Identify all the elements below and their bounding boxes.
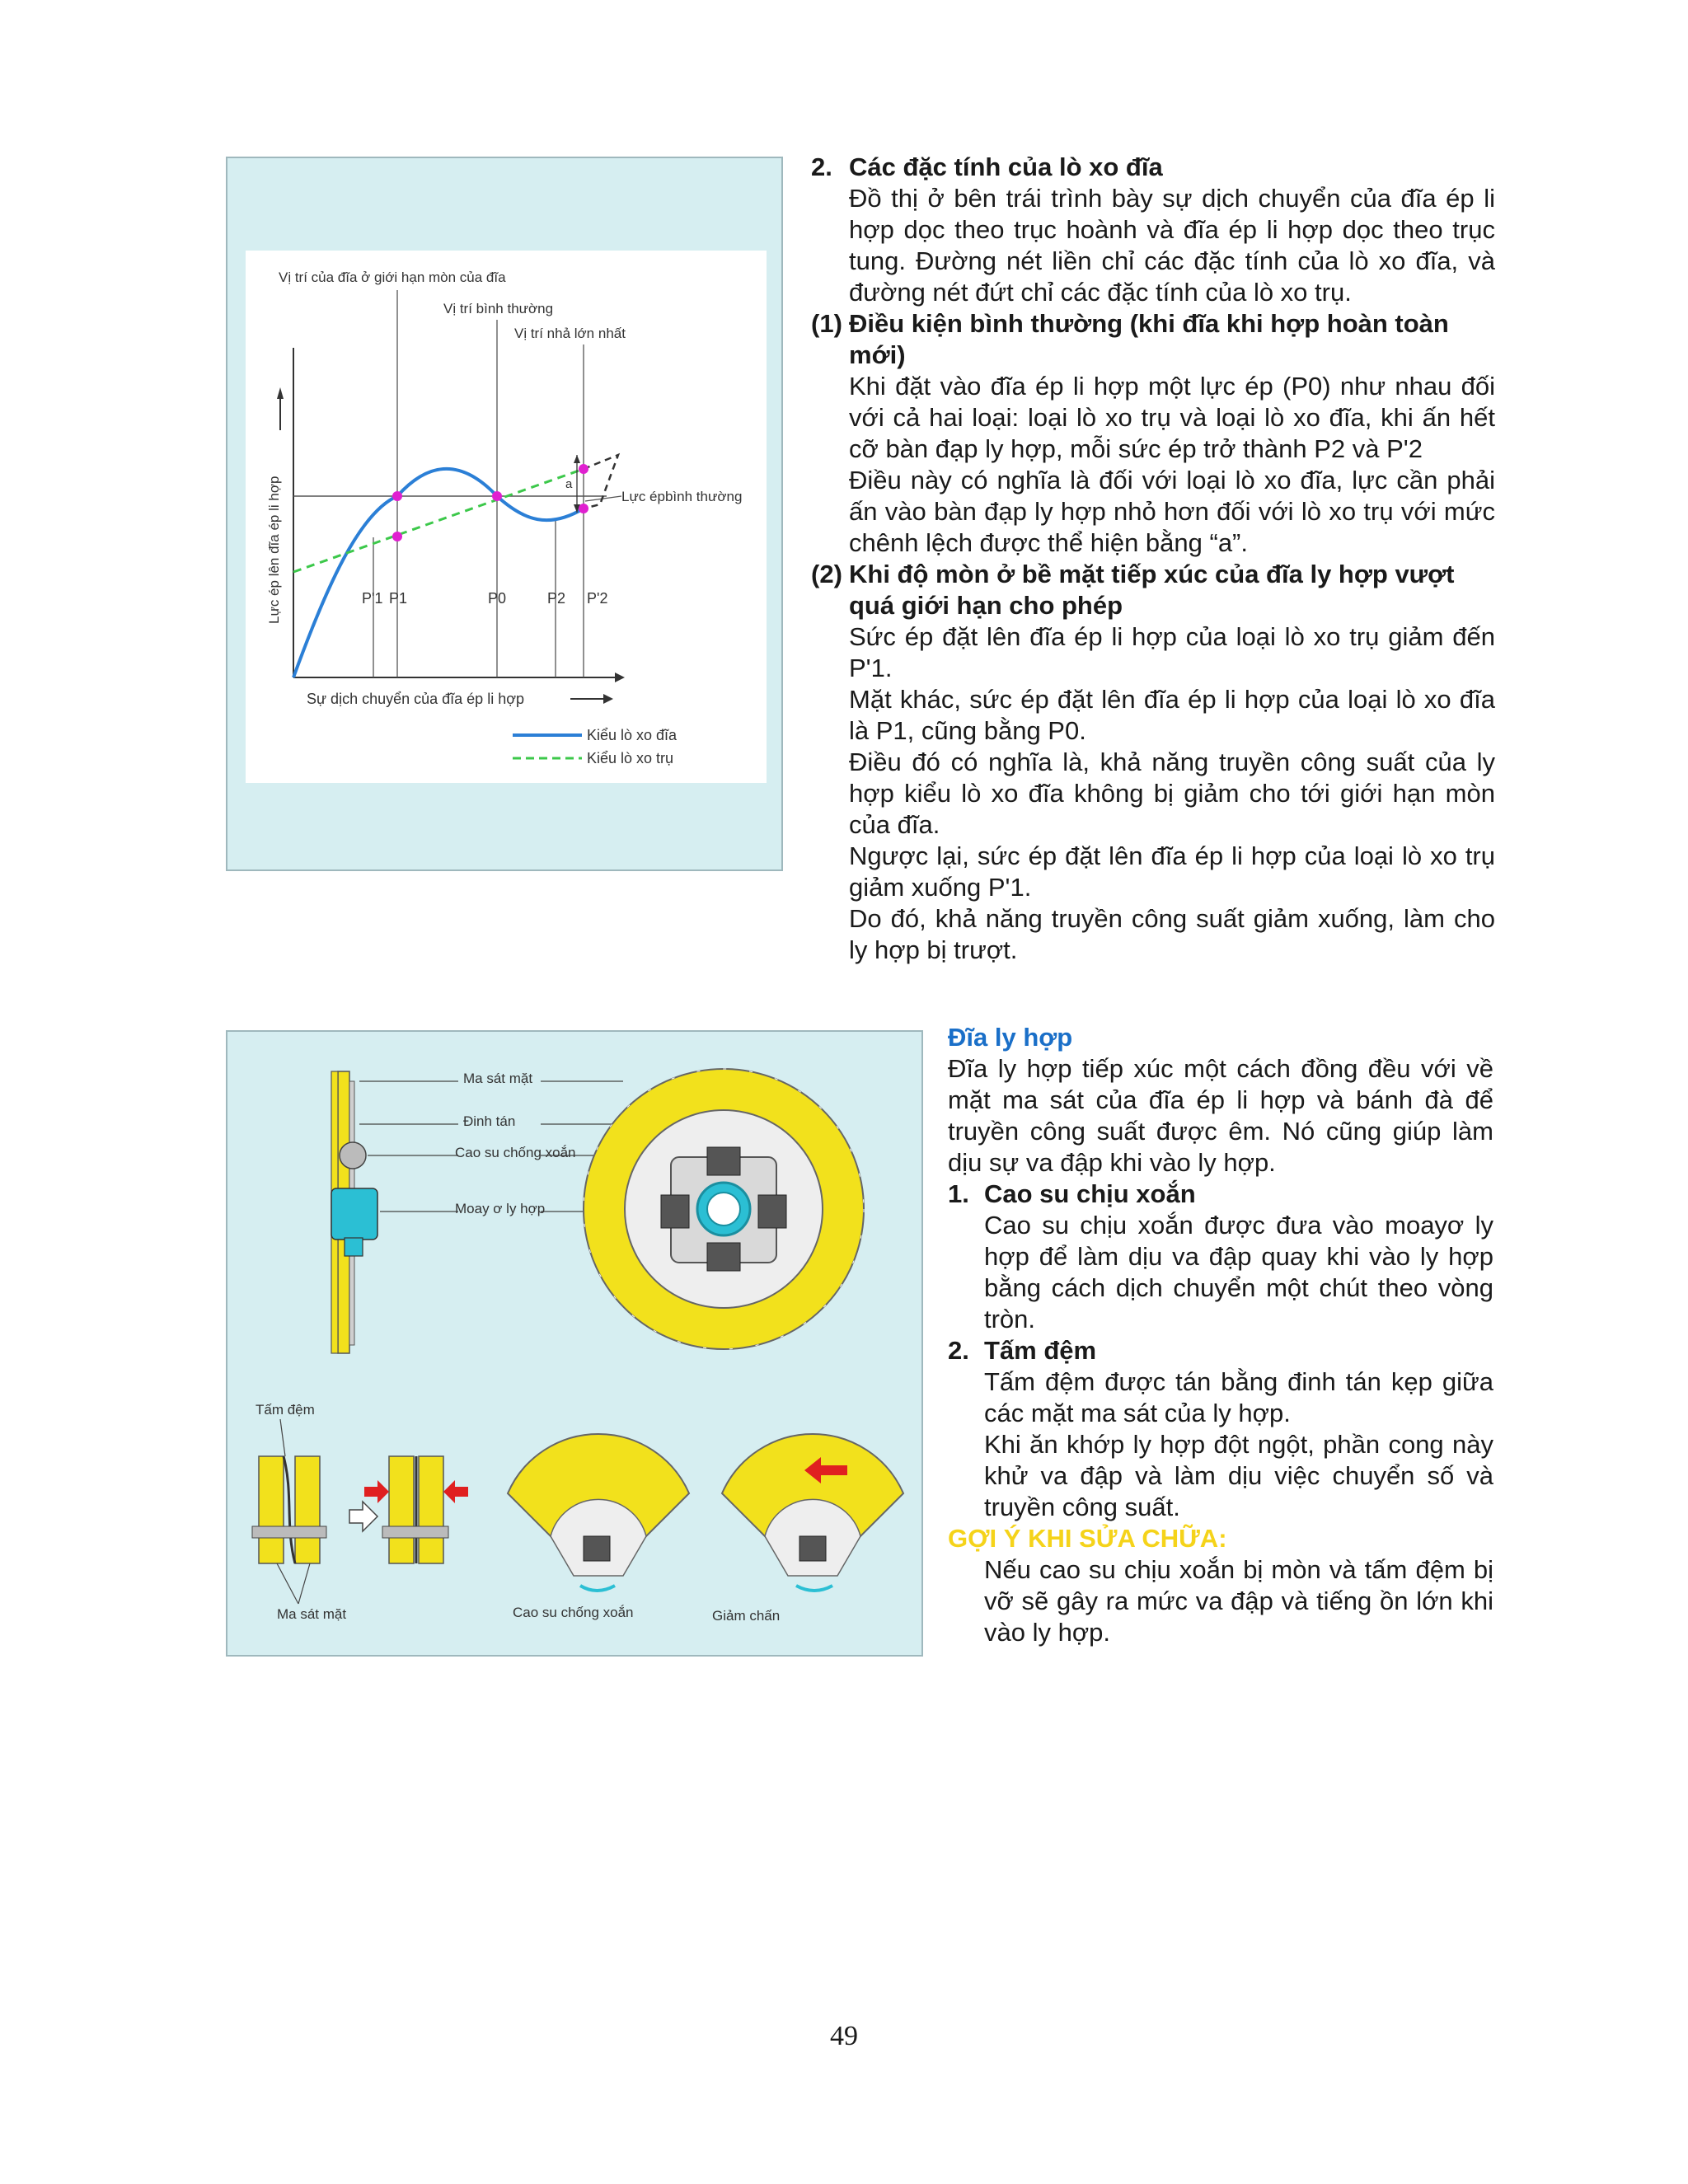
page-number: 49 [830, 2021, 858, 2051]
paragraph: Do đó, khả năng truyền công suất giảm xuống, làm cho ly hợp bị trượt. [849, 904, 1495, 964]
paragraph: Điều đó có nghĩa là, khả năng truyền công suất của ly hợp kiểu lò xo đĩa không bị giảm cho tới giới hạn mòn của đĩa. [849, 748, 1495, 839]
compress-arrow-left-icon [364, 1480, 389, 1503]
tick-p0: P0 [488, 590, 507, 607]
x-axis-label: Sự dịch chuyển của đĩa ép li hợp [307, 691, 525, 707]
graph-panel [226, 157, 783, 871]
section-heading: 2. Các đặc tính của lò xo đĩa [811, 152, 1163, 181]
paragraph: Khi đặt vào đĩa ép li hợp một lực ép (P0) như nhau đối với cả hai loại: loại lò xo trụ và loại lò xo đĩa, khi ấn hết cỡ bàn đạp ly hợp, mỗi sức ép trở thành P2 và P'2 [849, 372, 1495, 463]
repair-hint-text: Nếu cao su chịu xoắn bị mòn và tấm đệm bị vỡ sẽ gây ra mức va đập và tiếng ồn lớn khi vào ly hợp. [984, 1555, 1493, 1647]
label-max-release: Vị trí nhả lớn nhất [514, 326, 626, 341]
item-torsion-rubber: 1. Cao su chịu xoắn [948, 1179, 1196, 1208]
label-cushion: Tấm đệm [256, 1402, 315, 1418]
marker-p1 [392, 491, 402, 501]
marker-p2 [579, 504, 588, 513]
hub-section [331, 1188, 377, 1240]
paragraph: Sức ép đặt lên đĩa ép li hợp của loại lò xo trụ giảm đến P'1. [849, 622, 1495, 682]
compress-arrow-right-icon [443, 1480, 468, 1503]
tick-p1: P1 [389, 590, 408, 607]
torsion-spring-section [340, 1142, 366, 1169]
cushion-plate [284, 1456, 295, 1563]
repair-hint-title: GỢI Ý KHI SỬA CHỮA: [948, 1524, 1227, 1553]
arrow-right-icon [349, 1502, 377, 1531]
tick-p-prime-1: P'1 [362, 590, 383, 607]
subheading-normal-condition: (1) Điều kiện bình thường (khi đĩa khi hợp hoàn toàn mới) [811, 309, 1449, 369]
label-rivet: Đinh tán [463, 1113, 516, 1129]
label-a: a [565, 477, 573, 491]
section-spring-characteristics [811, 152, 1495, 966]
label-torsion-rubber: Cao su chống xoắn [455, 1145, 576, 1160]
section-clutch-disc [948, 1022, 1493, 1648]
item-cushion: 2. Tấm đệm [948, 1336, 1097, 1365]
marker-p-prime-1 [392, 532, 402, 541]
y-axis-label: Lực ép lên đĩa ép li hợp [266, 476, 282, 624]
label-normal-force: Lực épbình thường [621, 489, 743, 504]
legend-diaphragm: Kiểu lò xo đĩa [587, 727, 678, 743]
paragraph: Mặt khác, sức ép đặt lên đĩa ép li hợp của loại lò xo đĩa là P1, cũng bằng P0. [849, 685, 1495, 745]
label-normal-position: Vị trí bình thường [443, 301, 554, 316]
clutch-disc-illustration [227, 1032, 925, 1658]
label-torsion-bottom: Cao su chống xoắn [513, 1605, 634, 1620]
section-intro: Đồ thị ở bên trái trình bày sự dịch chuyển của đĩa ép li hợp dọc theo trục hoành và đĩa ép li hợp dọc theo trục tung. Đường nét liền chỉ các đặc tính của lò xo đĩa, và đường nét đứt chỉ các đặc tính của lò xo trụ. [849, 184, 1495, 307]
label-wear-limit: Vị trí của đĩa ở giới hạn mòn của đĩa [279, 269, 506, 285]
paragraph: Khi ăn khớp ly hợp đột ngột, phần cong này khử va đập và làm dịu việc chuyển số và truyền công suất. [984, 1430, 1493, 1521]
label-friction: Ma sát mặt [463, 1071, 533, 1086]
clutch-disc-title: Đĩa ly hợp [948, 1023, 1073, 1052]
paragraph: Ngược lại, sức ép đặt lên đĩa ép li hợp của loại lò xo trụ giảm xuống P'1. [849, 841, 1495, 902]
paragraph: Tấm đệm được tán bằng đinh tán kẹp giữa các mặt ma sát của ly hợp. [984, 1367, 1493, 1427]
tick-p2: P2 [547, 590, 566, 607]
spring-characteristics-graph [227, 158, 785, 873]
paragraph: Điều này có nghĩa là đối với loại lò xo đĩa, lực cần phải ấn vào bàn đạp ly hợp nhỏ hơn đối với lò xo trụ với mức chênh lệch được thể hiện bằng “a”. [849, 466, 1495, 557]
clutch-disc-panel [226, 1030, 923, 1657]
marker-p0 [492, 491, 502, 501]
subheading-wear-limit: (2) Khi độ mòn ở bề mặt tiếp xúc của đĩa ly hợp vượt quá giới hạn cho phép [811, 560, 1455, 620]
torsion-rubber-icon [580, 1586, 615, 1591]
legend-coil: Kiểu lò xo trụ [587, 750, 674, 766]
paragraph: Cao su chịu xoắn được đưa vào moayơ ly hợp để làm dịu va đập quay khi vào ly hợp bằng cách dịch chuyển một chút theo vòng tròn. [984, 1211, 1493, 1333]
marker-p-prime-2 [579, 464, 588, 474]
label-friction-bottom: Ma sát mặt [277, 1606, 347, 1622]
tick-p-prime-2: P'2 [587, 590, 608, 607]
clutch-disc-intro: Đĩa ly hợp tiếp xúc một cách đồng đều với về mặt ma sát của đĩa ép li hợp và bánh đà để truyền công suất được êm. Nó cũng giúp làm dịu sự va đập khi vào ly hợp. [948, 1054, 1493, 1177]
label-hub: Moay ơ ly hợp [455, 1201, 546, 1216]
label-damper: Giảm chấn [712, 1608, 781, 1624]
